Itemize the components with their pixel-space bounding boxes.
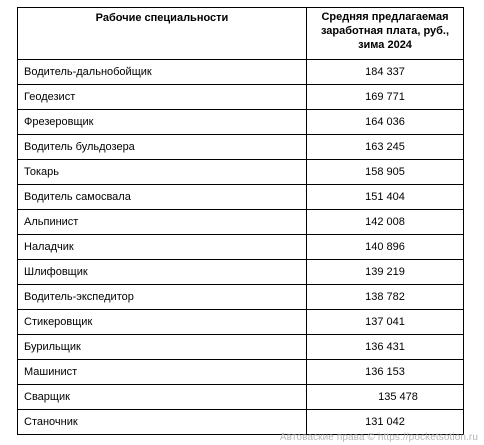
- table-row: [18, 210, 464, 235]
- salary-value: 169 771: [307, 85, 464, 110]
- specialty-name: Станочник: [18, 410, 307, 435]
- table-row: [18, 160, 464, 185]
- specialty-name: Водитель-дальнобойщик: [18, 60, 307, 85]
- specialty-name: Сварщик: [18, 385, 307, 410]
- table-row: [18, 135, 464, 160]
- salary-value: 139 219: [307, 260, 464, 285]
- salary-table-container: [17, 7, 464, 435]
- salary-value: 131 042: [307, 410, 464, 435]
- salary-value: 137 041: [307, 310, 464, 335]
- specialty-name: Наладчик: [18, 235, 307, 260]
- table-row: [18, 85, 464, 110]
- specialty-name: Водитель-экспедитор: [18, 285, 307, 310]
- header-specialty: Рабочие специальности: [18, 8, 307, 60]
- salary-value: 151 404: [307, 185, 464, 210]
- salary-value: 136 153: [307, 360, 464, 385]
- salary-value: 164 036: [307, 110, 464, 135]
- table-row: [18, 410, 464, 435]
- specialty-name: Водитель бульдозера: [18, 135, 307, 160]
- specialty-name: Геодезист: [18, 85, 307, 110]
- table-row: [18, 360, 464, 385]
- header-salary: Средняя предлагаемая заработная плата, руб., зима 2024: [307, 8, 464, 60]
- table-row: [18, 60, 464, 85]
- table-row: [18, 235, 464, 260]
- table-row: [18, 110, 464, 135]
- specialty-name: Стикеровщик: [18, 310, 307, 335]
- table-row: [18, 385, 464, 410]
- salary-value: 140 896: [307, 235, 464, 260]
- salary-value: 136 431: [307, 335, 464, 360]
- salary-value: 142 008: [307, 210, 464, 235]
- salary-value: 138 782: [307, 285, 464, 310]
- specialty-name: Фрезеровщик: [18, 110, 307, 135]
- salary-table: [17, 7, 464, 435]
- specialty-name: Альпинист: [18, 210, 307, 235]
- specialty-name: Шлифовщик: [18, 260, 307, 285]
- table-row: [18, 260, 464, 285]
- specialty-name: Водитель самосвала: [18, 185, 307, 210]
- specialty-name: Бурильщик: [18, 335, 307, 360]
- table-row: [18, 285, 464, 310]
- salary-value: 158 905: [307, 160, 464, 185]
- table-row: [18, 185, 464, 210]
- salary-value: 135 478: [307, 385, 464, 410]
- table-header-row: [18, 8, 464, 60]
- table-row: [18, 310, 464, 335]
- table-row: [18, 335, 464, 360]
- watermark-text: Автоваские права © https://pocketsotion.ru: [279, 432, 478, 443]
- specialty-name: Машинист: [18, 360, 307, 385]
- salary-value: 163 245: [307, 135, 464, 160]
- specialty-name: Токарь: [18, 160, 307, 185]
- salary-value: 184 337: [307, 60, 464, 85]
